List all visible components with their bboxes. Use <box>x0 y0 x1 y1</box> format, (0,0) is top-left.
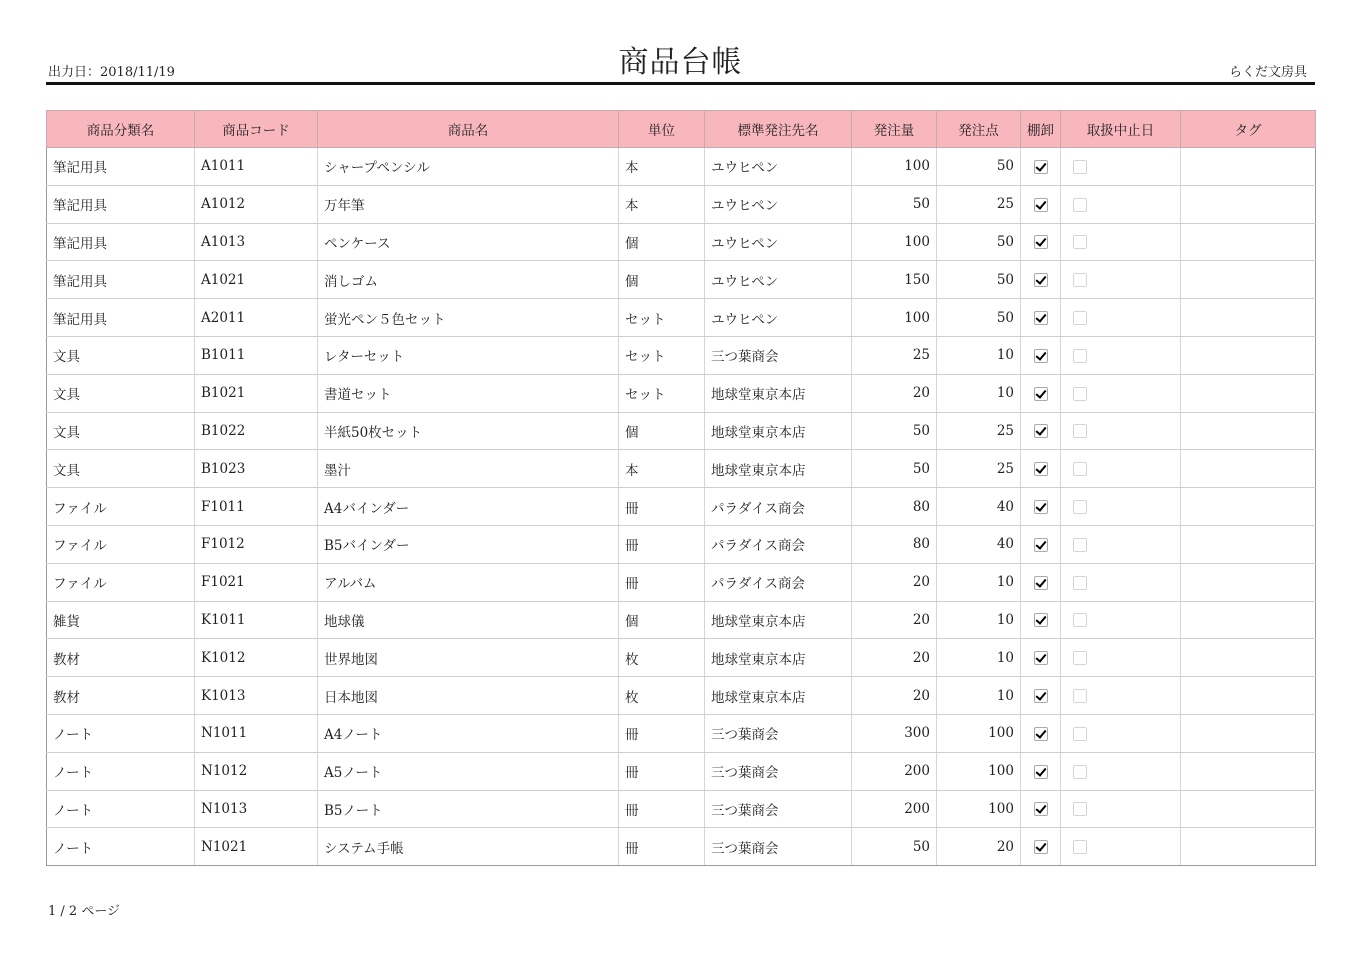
table-row[interactable] <box>47 790 1316 828</box>
discontinued-checkbox[interactable] <box>1073 727 1087 741</box>
category-cell: 教材 <box>47 677 195 715</box>
discontinued-cell <box>1061 677 1181 715</box>
discontinued-checkbox[interactable] <box>1073 311 1087 325</box>
inventory-cell <box>1021 450 1061 488</box>
inventory-checkbox[interactable] <box>1034 424 1048 438</box>
unit-cell: 枚 <box>619 639 705 677</box>
inventory-checkbox[interactable] <box>1034 235 1048 249</box>
table-row[interactable] <box>47 450 1316 488</box>
product-code-cell: N1013 <box>195 790 318 828</box>
inventory-checkbox[interactable] <box>1034 349 1048 363</box>
discontinued-checkbox[interactable] <box>1073 273 1087 287</box>
inventory-cell <box>1021 148 1061 186</box>
product-name-cell: 半紙50枚セット <box>318 412 619 450</box>
inventory-cell <box>1021 374 1061 412</box>
unit-cell: 個 <box>619 412 705 450</box>
unit-cell: セット <box>619 374 705 412</box>
supplier-cell: 三つ葉商会 <box>705 828 852 866</box>
discontinued-checkbox[interactable] <box>1073 198 1087 212</box>
table-row[interactable] <box>47 412 1316 450</box>
supplier-cell: 地球堂東京本店 <box>705 412 852 450</box>
inventory-cell <box>1021 525 1061 563</box>
inventory-checkbox[interactable] <box>1034 500 1048 514</box>
order-qty-cell: 50 <box>852 450 937 488</box>
product-name-cell: シャープペンシル <box>318 148 619 186</box>
output-date: 出力日：2018/11/19 <box>48 65 175 80</box>
tag-cell <box>1181 148 1316 186</box>
inventory-cell <box>1021 223 1061 261</box>
inventory-cell <box>1021 563 1061 601</box>
product-name-cell: 万年筆 <box>318 185 619 223</box>
discontinued-cell <box>1061 828 1181 866</box>
order-point-cell: 50 <box>937 299 1021 337</box>
table-header-row <box>47 111 1316 148</box>
inventory-checkbox[interactable] <box>1034 651 1048 665</box>
category-cell: ノート <box>47 752 195 790</box>
inventory-cell <box>1021 639 1061 677</box>
unit-cell: 個 <box>619 223 705 261</box>
order-qty-cell: 100 <box>852 223 937 261</box>
category-cell: 筆記用具 <box>47 148 195 186</box>
category-cell: 文具 <box>47 336 195 374</box>
category-cell: 雑貨 <box>47 601 195 639</box>
discontinued-checkbox[interactable] <box>1073 576 1087 590</box>
order-qty-cell: 100 <box>852 299 937 337</box>
supplier-cell: 地球堂東京本店 <box>705 374 852 412</box>
supplier-cell: パラダイス商会 <box>705 525 852 563</box>
column-header[interactable]: 発注量 <box>852 111 937 148</box>
column-header[interactable]: 棚卸 <box>1021 111 1061 148</box>
product-name-cell: 日本地図 <box>318 677 619 715</box>
supplier-cell: ユウヒペン <box>705 148 852 186</box>
discontinued-cell <box>1061 261 1181 299</box>
order-point-cell: 10 <box>937 374 1021 412</box>
column-header[interactable]: 商品コード <box>195 111 318 148</box>
category-cell: ノート <box>47 714 195 752</box>
order-point-cell: 50 <box>937 261 1021 299</box>
order-qty-cell: 300 <box>852 714 937 752</box>
order-point-cell: 40 <box>937 525 1021 563</box>
tag-cell <box>1181 299 1316 337</box>
product-name-cell: アルバム <box>318 563 619 601</box>
table-body <box>47 148 1316 866</box>
inventory-checkbox[interactable] <box>1034 198 1048 212</box>
order-point-cell: 25 <box>937 412 1021 450</box>
tag-cell <box>1181 752 1316 790</box>
order-point-cell: 100 <box>937 790 1021 828</box>
discontinued-checkbox[interactable] <box>1073 349 1087 363</box>
product-code-cell: A1011 <box>195 148 318 186</box>
supplier-cell: 三つ葉商会 <box>705 752 852 790</box>
order-qty-cell: 100 <box>852 148 937 186</box>
column-header[interactable]: 標準発注先名 <box>705 111 852 148</box>
unit-cell: 枚 <box>619 677 705 715</box>
product-code-cell: K1012 <box>195 639 318 677</box>
inventory-checkbox[interactable] <box>1034 273 1048 287</box>
discontinued-cell <box>1061 223 1181 261</box>
inventory-checkbox[interactable] <box>1034 160 1048 174</box>
order-qty-cell: 25 <box>852 336 937 374</box>
order-qty-cell: 80 <box>852 525 937 563</box>
discontinued-cell <box>1061 790 1181 828</box>
category-cell: 筆記用具 <box>47 185 195 223</box>
order-point-cell: 20 <box>937 828 1021 866</box>
column-header[interactable]: 商品名 <box>318 111 619 148</box>
tag-cell <box>1181 412 1316 450</box>
product-name-cell: A4ノート <box>318 714 619 752</box>
product-code-cell: B1023 <box>195 450 318 488</box>
order-qty-cell: 20 <box>852 601 937 639</box>
tag-cell <box>1181 223 1316 261</box>
product-name-cell: 書道セット <box>318 374 619 412</box>
product-code-cell: F1011 <box>195 488 318 526</box>
discontinued-cell <box>1061 601 1181 639</box>
order-point-cell: 10 <box>937 563 1021 601</box>
product-name-cell: B5ノート <box>318 790 619 828</box>
category-cell: ファイル <box>47 563 195 601</box>
discontinued-cell <box>1061 412 1181 450</box>
inventory-cell <box>1021 677 1061 715</box>
category-cell: ノート <box>47 790 195 828</box>
category-cell: 筆記用具 <box>47 223 195 261</box>
category-cell: ノート <box>47 828 195 866</box>
inventory-checkbox[interactable] <box>1034 689 1048 703</box>
unit-cell: 冊 <box>619 752 705 790</box>
supplier-cell: ユウヒペン <box>705 185 852 223</box>
inventory-cell <box>1021 752 1061 790</box>
inventory-checkbox[interactable] <box>1034 802 1048 816</box>
order-point-cell: 10 <box>937 677 1021 715</box>
unit-cell: 本 <box>619 450 705 488</box>
tag-cell <box>1181 185 1316 223</box>
product-code-cell: N1021 <box>195 828 318 866</box>
unit-cell: 個 <box>619 601 705 639</box>
product-code-cell: K1011 <box>195 601 318 639</box>
table-row[interactable] <box>47 639 1316 677</box>
table-row[interactable] <box>47 677 1316 715</box>
discontinued-cell <box>1061 336 1181 374</box>
unit-cell: 冊 <box>619 488 705 526</box>
order-point-cell: 50 <box>937 223 1021 261</box>
order-qty-cell: 50 <box>852 412 937 450</box>
table-row[interactable] <box>47 374 1316 412</box>
discontinued-checkbox[interactable] <box>1073 235 1087 249</box>
inventory-cell <box>1021 714 1061 752</box>
table-row[interactable] <box>47 828 1316 866</box>
order-qty-cell: 20 <box>852 677 937 715</box>
discontinued-cell <box>1061 374 1181 412</box>
supplier-cell: ユウヒペン <box>705 223 852 261</box>
supplier-cell: パラダイス商会 <box>705 563 852 601</box>
table-row[interactable] <box>47 488 1316 526</box>
product-code-cell: A1021 <box>195 261 318 299</box>
discontinued-checkbox[interactable] <box>1073 462 1087 476</box>
table-row[interactable] <box>47 261 1316 299</box>
inventory-checkbox[interactable] <box>1034 765 1048 779</box>
tag-cell <box>1181 828 1316 866</box>
supplier-cell: 三つ葉商会 <box>705 790 852 828</box>
product-code-cell: N1012 <box>195 752 318 790</box>
table-row[interactable] <box>47 601 1316 639</box>
discontinued-checkbox[interactable] <box>1073 538 1087 552</box>
order-qty-cell: 50 <box>852 185 937 223</box>
company-name: らくだ文房具 <box>1228 65 1307 80</box>
product-name-cell: 蛍光ペン５色セット <box>318 299 619 337</box>
product-name-cell: A5ノート <box>318 752 619 790</box>
product-name-cell: A4バインダー <box>318 488 619 526</box>
tag-cell <box>1181 488 1316 526</box>
product-code-cell: B1021 <box>195 374 318 412</box>
tag-cell <box>1181 450 1316 488</box>
order-qty-cell: 200 <box>852 790 937 828</box>
unit-cell: 冊 <box>619 828 705 866</box>
product-name-cell: 消しゴム <box>318 261 619 299</box>
discontinued-checkbox[interactable] <box>1073 651 1087 665</box>
inventory-cell <box>1021 185 1061 223</box>
table-row[interactable] <box>47 336 1316 374</box>
supplier-cell: ユウヒペン <box>705 299 852 337</box>
category-cell: 筆記用具 <box>47 299 195 337</box>
discontinued-cell <box>1061 525 1181 563</box>
tag-cell <box>1181 336 1316 374</box>
inventory-checkbox[interactable] <box>1034 576 1048 590</box>
discontinued-cell <box>1061 639 1181 677</box>
supplier-cell: 地球堂東京本店 <box>705 639 852 677</box>
product-name-cell: 墨汁 <box>318 450 619 488</box>
supplier-cell: 三つ葉商会 <box>705 336 852 374</box>
category-cell: 教材 <box>47 639 195 677</box>
product-code-cell: F1021 <box>195 563 318 601</box>
order-qty-cell: 20 <box>852 563 937 601</box>
category-cell: 筆記用具 <box>47 261 195 299</box>
column-header[interactable]: 取扱中止日 <box>1061 111 1181 148</box>
product-code-cell: B1022 <box>195 412 318 450</box>
unit-cell: 冊 <box>619 563 705 601</box>
inventory-cell <box>1021 336 1061 374</box>
discontinued-checkbox[interactable] <box>1073 802 1087 816</box>
discontinued-checkbox[interactable] <box>1073 387 1087 401</box>
inventory-cell <box>1021 412 1061 450</box>
unit-cell: 個 <box>619 261 705 299</box>
inventory-cell <box>1021 261 1061 299</box>
tag-cell <box>1181 677 1316 715</box>
column-header[interactable]: 発注点 <box>937 111 1021 148</box>
unit-cell: 本 <box>619 185 705 223</box>
order-qty-cell: 20 <box>852 639 937 677</box>
product-name-cell: ペンケース <box>318 223 619 261</box>
order-point-cell: 25 <box>937 450 1021 488</box>
inventory-checkbox[interactable] <box>1034 840 1048 854</box>
unit-cell: 冊 <box>619 790 705 828</box>
tag-cell <box>1181 525 1316 563</box>
unit-cell: 本 <box>619 148 705 186</box>
discontinued-cell <box>1061 488 1181 526</box>
product-code-cell: B1011 <box>195 336 318 374</box>
category-cell: 文具 <box>47 412 195 450</box>
unit-cell: セット <box>619 299 705 337</box>
order-qty-cell: 80 <box>852 488 937 526</box>
product-code-cell: A1012 <box>195 185 318 223</box>
product-ledger-table <box>46 110 1316 866</box>
discontinued-cell <box>1061 563 1181 601</box>
category-cell: 文具 <box>47 450 195 488</box>
tag-cell <box>1181 601 1316 639</box>
inventory-checkbox[interactable] <box>1034 538 1048 552</box>
product-code-cell: F1012 <box>195 525 318 563</box>
order-point-cell: 100 <box>937 752 1021 790</box>
discontinued-cell <box>1061 299 1181 337</box>
unit-cell: セット <box>619 336 705 374</box>
table-row[interactable] <box>47 299 1316 337</box>
discontinued-checkbox[interactable] <box>1073 613 1087 627</box>
discontinued-checkbox[interactable] <box>1073 840 1087 854</box>
product-name-cell: 地球儀 <box>318 601 619 639</box>
report-header <box>46 44 1315 85</box>
inventory-cell <box>1021 790 1061 828</box>
supplier-cell: 地球堂東京本店 <box>705 450 852 488</box>
order-point-cell: 50 <box>937 148 1021 186</box>
discontinued-checkbox[interactable] <box>1073 500 1087 514</box>
supplier-cell: ユウヒペン <box>705 261 852 299</box>
inventory-cell <box>1021 828 1061 866</box>
order-point-cell: 100 <box>937 714 1021 752</box>
column-header[interactable]: 単位 <box>619 111 705 148</box>
category-cell: 文具 <box>47 374 195 412</box>
order-point-cell: 10 <box>937 336 1021 374</box>
table-row[interactable] <box>47 223 1316 261</box>
table-row[interactable] <box>47 525 1316 563</box>
tag-cell <box>1181 639 1316 677</box>
tag-cell <box>1181 714 1316 752</box>
inventory-cell <box>1021 488 1061 526</box>
table-row[interactable] <box>47 148 1316 186</box>
column-header[interactable]: タグ <box>1181 111 1316 148</box>
order-qty-cell: 200 <box>852 752 937 790</box>
inventory-checkbox[interactable] <box>1034 311 1048 325</box>
unit-cell: 冊 <box>619 714 705 752</box>
supplier-cell: 三つ葉商会 <box>705 714 852 752</box>
table-row[interactable] <box>47 185 1316 223</box>
tag-cell <box>1181 261 1316 299</box>
tag-cell <box>1181 374 1316 412</box>
category-cell: ファイル <box>47 525 195 563</box>
tag-cell <box>1181 563 1316 601</box>
discontinued-cell <box>1061 185 1181 223</box>
discontinued-checkbox[interactable] <box>1073 689 1087 703</box>
inventory-checkbox[interactable] <box>1034 727 1048 741</box>
product-name-cell: B5バインダー <box>318 525 619 563</box>
product-code-cell: A1013 <box>195 223 318 261</box>
inventory-cell <box>1021 601 1061 639</box>
inventory-cell <box>1021 299 1061 337</box>
order-point-cell: 10 <box>937 601 1021 639</box>
inventory-checkbox[interactable] <box>1034 387 1048 401</box>
discontinued-checkbox[interactable] <box>1073 160 1087 174</box>
supplier-cell: パラダイス商会 <box>705 488 852 526</box>
discontinued-cell <box>1061 450 1181 488</box>
inventory-checkbox[interactable] <box>1034 462 1048 476</box>
product-name-cell: 世界地図 <box>318 639 619 677</box>
discontinued-cell <box>1061 714 1181 752</box>
order-point-cell: 10 <box>937 639 1021 677</box>
product-code-cell: K1013 <box>195 677 318 715</box>
supplier-cell: 地球堂東京本店 <box>705 677 852 715</box>
inventory-checkbox[interactable] <box>1034 613 1048 627</box>
order-qty-cell: 50 <box>852 828 937 866</box>
order-point-cell: 40 <box>937 488 1021 526</box>
discontinued-cell <box>1061 752 1181 790</box>
product-name-cell: レターセット <box>318 336 619 374</box>
table-row[interactable] <box>47 714 1316 752</box>
product-name-cell: システム手帳 <box>318 828 619 866</box>
product-code-cell: A2011 <box>195 299 318 337</box>
table-row[interactable] <box>47 752 1316 790</box>
discontinued-checkbox[interactable] <box>1073 424 1087 438</box>
tag-cell <box>1181 790 1316 828</box>
table-row[interactable] <box>47 563 1316 601</box>
supplier-cell: 地球堂東京本店 <box>705 601 852 639</box>
page-title: 商品台帳 <box>618 45 743 80</box>
unit-cell: 冊 <box>619 525 705 563</box>
product-code-cell: N1011 <box>195 714 318 752</box>
column-header[interactable]: 商品分類名 <box>47 111 195 148</box>
order-point-cell: 25 <box>937 185 1021 223</box>
order-qty-cell: 150 <box>852 261 937 299</box>
discontinued-checkbox[interactable] <box>1073 765 1087 779</box>
order-qty-cell: 20 <box>852 374 937 412</box>
page-indicator: 1 / 2 ページ <box>48 904 121 919</box>
category-cell: ファイル <box>47 488 195 526</box>
discontinued-cell <box>1061 148 1181 186</box>
